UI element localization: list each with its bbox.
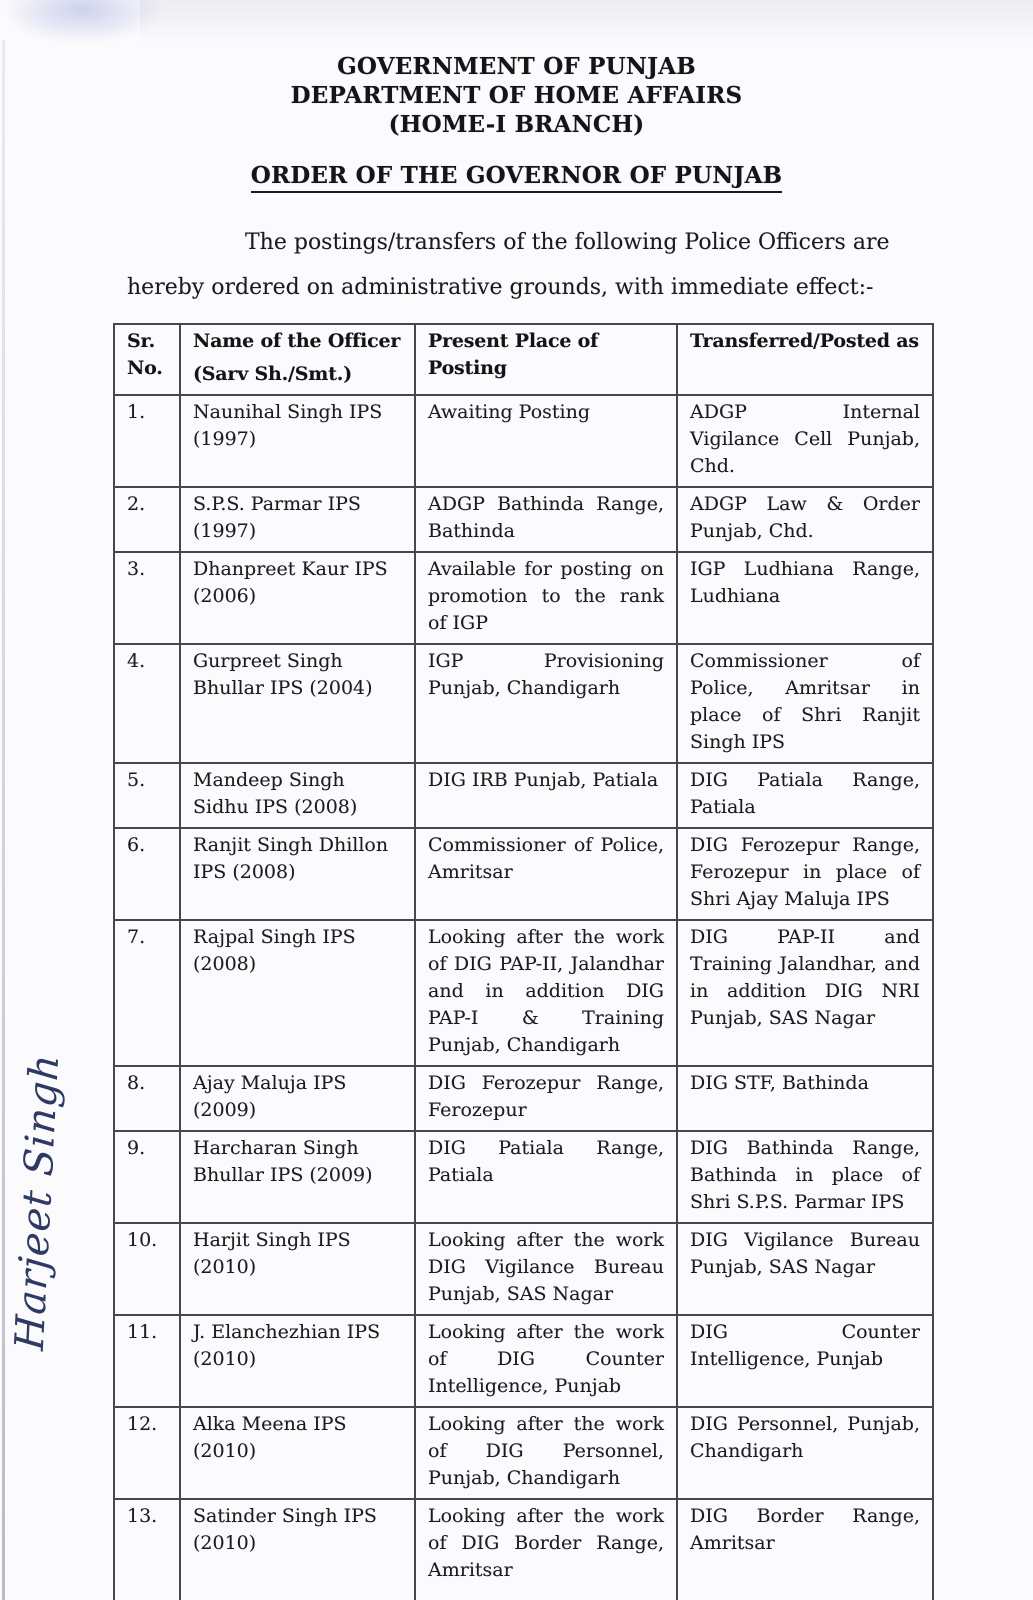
cell-present-posting: Awaiting Posting: [415, 395, 677, 487]
signature-handwriting: Harjeet Singh: [6, 1051, 69, 1353]
cell-transferred-posting: IGP Ludhiana Range, Ludhiana: [677, 552, 933, 644]
cell-officer-name: Ajay Maluja IPS (2009): [180, 1066, 415, 1131]
cell-sr-no: 9.: [114, 1131, 180, 1223]
cell-present-posting: DIG Patiala Range, Patiala: [415, 1131, 677, 1223]
col-header-sr-no: [114, 324, 180, 395]
table-row: [114, 1223, 933, 1315]
sr-header-line1: Sr.: [127, 330, 156, 352]
table-row: [114, 763, 933, 828]
table-row: [114, 1407, 933, 1499]
cell-present-posting: Looking after the work of DIG Border Range, Amritsar: [415, 1499, 677, 1600]
cell-present-posting: Available for posting on promotion to the rank of IGP: [415, 552, 677, 644]
cell-officer-name: Dhanpreet Kaur IPS (2006): [180, 552, 415, 644]
scan-artifact-paper-edge: [2, 40, 5, 1600]
table-row: [114, 552, 933, 644]
table-row: [114, 487, 933, 552]
table-row: [114, 920, 933, 1066]
cell-officer-name: Mandeep Singh Sidhu IPS (2008): [180, 763, 415, 828]
cell-transferred-posting: DIG Counter Intelligence, Punjab: [677, 1315, 933, 1407]
table-row: [114, 644, 933, 763]
cell-present-posting: Looking after the work DIG Vigilance Bureau Punjab, SAS Nagar: [415, 1223, 677, 1315]
name-header-line2: (Sarv Sh./Smt.): [193, 363, 352, 385]
table-row: [114, 1131, 933, 1223]
cell-officer-name: Naunihal Singh IPS (1997): [180, 395, 415, 487]
letterhead: [0, 0, 1033, 139]
cell-present-posting: DIG Ferozepur Range, Ferozepur: [415, 1066, 677, 1131]
cell-present-posting: ADGP Bathinda Range, Bathinda: [415, 487, 677, 552]
cell-sr-no: 12.: [114, 1407, 180, 1499]
cell-transferred-posting: DIG Personnel, Punjab, Chandigarh: [677, 1407, 933, 1499]
cell-transferred-posting: DIG Ferozepur Range, Ferozepur in place of Shri Ajay Maluja IPS: [677, 828, 933, 920]
intro-line-2: hereby ordered on administrative grounds, with immediate effect:-: [127, 275, 874, 300]
cell-present-posting: DIG IRB Punjab, Patiala: [415, 763, 677, 828]
cell-transferred-posting: DIG Border Range, Amritsar: [677, 1499, 933, 1600]
cell-sr-no: 3.: [114, 552, 180, 644]
col-header-present-posting: Present Place of Posting: [415, 324, 677, 395]
cell-sr-no: 10.: [114, 1223, 180, 1315]
cell-sr-no: 1.: [114, 395, 180, 487]
branch-title: (HOME-I BRANCH): [388, 111, 645, 138]
government-title: GOVERNMENT OF PUNJAB: [337, 53, 696, 80]
cell-officer-name: J. Elanchezhian IPS (2010): [180, 1315, 415, 1407]
name-header-line1: Name of the Officer: [193, 330, 401, 352]
order-title: ORDER OF THE GOVERNOR OF PUNJAB: [251, 162, 783, 193]
cell-transferred-posting: ADGP Law & Order Punjab, Chd.: [677, 487, 933, 552]
order-title-wrap: [0, 162, 1033, 193]
cell-transferred-posting: DIG PAP-II and Training Jalandhar, and in addition DIG NRI Punjab, SAS Nagar: [677, 920, 933, 1066]
cell-transferred-posting: DIG Patiala Range, Patiala: [677, 763, 933, 828]
cell-officer-name: Ranjit Singh Dhillon IPS (2008): [180, 828, 415, 920]
department-title: DEPARTMENT OF HOME AFFAIRS: [290, 82, 743, 109]
intro-line-1: The postings/transfers of the following Police Officers are: [245, 230, 890, 255]
cell-present-posting: Looking after the work of DIG PAP-II, Jalandhar and in addition DIG PAP-I & Training Punjab, Chandigarh: [415, 920, 677, 1066]
transfer-orders-table: [113, 323, 934, 1600]
table-row: [114, 1066, 933, 1131]
cell-officer-name: Gurpreet Singh Bhullar IPS (2004): [180, 644, 415, 763]
cell-sr-no: 11.: [114, 1315, 180, 1407]
cell-sr-no: 7.: [114, 920, 180, 1066]
cell-present-posting: Looking after the work of DIG Counter Intelligence, Punjab: [415, 1315, 677, 1407]
col-header-transferred: Transferred/Posted as: [677, 324, 933, 395]
cell-present-posting: IGP Provisioning Punjab, Chandigarh: [415, 644, 677, 763]
table-row: [114, 828, 933, 920]
cell-officer-name: Alka Meena IPS (2010): [180, 1407, 415, 1499]
table-row: [114, 1315, 933, 1407]
table-row: [114, 395, 933, 487]
sr-header-line2: No.: [127, 357, 163, 379]
cell-transferred-posting: DIG Vigilance Bureau Punjab, SAS Nagar: [677, 1223, 933, 1315]
cell-sr-no: 5.: [114, 763, 180, 828]
cell-officer-name: Harcharan Singh Bhullar IPS (2009): [180, 1131, 415, 1223]
cell-sr-no: 6.: [114, 828, 180, 920]
cell-officer-name: S.P.S. Parmar IPS (1997): [180, 487, 415, 552]
cell-present-posting: Looking after the work of DIG Personnel, Punjab, Chandigarh: [415, 1407, 677, 1499]
col-header-officer-name: [180, 324, 415, 395]
cell-sr-no: 2.: [114, 487, 180, 552]
cell-sr-no: 8.: [114, 1066, 180, 1131]
cell-sr-no: 13.: [114, 1499, 180, 1600]
cell-transferred-posting: Commissioner of Police, Amritsar in place of Shri Ranjit Singh IPS: [677, 644, 933, 763]
intro-paragraph: [127, 220, 915, 310]
table-header-row: [114, 324, 933, 395]
cell-transferred-posting: DIG STF, Bathinda: [677, 1066, 933, 1131]
cell-transferred-posting: DIG Bathinda Range, Bathinda in place of Shri S.P.S. Parmar IPS: [677, 1131, 933, 1223]
cell-present-posting: Commissioner of Police, Amritsar: [415, 828, 677, 920]
cell-officer-name: Satinder Singh IPS (2010): [180, 1499, 415, 1600]
cell-officer-name: Rajpal Singh IPS (2008): [180, 920, 415, 1066]
cell-sr-no: 4.: [114, 644, 180, 763]
table-row: [114, 1499, 933, 1600]
cell-transferred-posting: ADGP Internal Vigilance Cell Punjab, Chd.: [677, 395, 933, 487]
cell-officer-name: Harjit Singh IPS (2010): [180, 1223, 415, 1315]
